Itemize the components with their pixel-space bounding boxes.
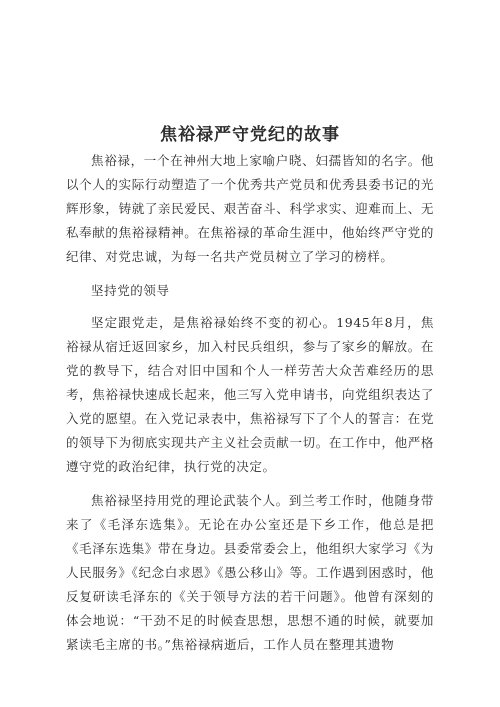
document-title: 焦裕禄严守党纪的故事	[160, 125, 340, 145]
intro-paragraph: 焦裕禄，一个在神州大地上家喻户晓、妇孺皆知的名字。他以个人的实际行动塑造了一个优秀共产党员和优秀县委书记的光辉形象，铸就了亲民爱民、艰苦奋斗、科学求实、迎难而上、无私奉献的焦裕禄精神。在焦裕禄的革命生涯中，他始终严守党的纪律、对党忠诚，为每一名共产党员树立了学习的榜样。	[66, 153, 434, 264]
body-paragraph-1: 坚定跟党走，是焦裕禄始终不变的初心。1945年8月，焦裕禄从宿迁返回家乡，加入村民兵组织，参与了家乡的解放。在党的教导下，结合对旧中国和个人一样劳苦大众苦难经历的思考，焦裕禄快速成长起来，他三写入党申请书，向党组织表达了入党的愿望。在入党记录表中，焦裕禄写下了个人的誓言：在党的领导下为彻底实现共产主义社会贡献一切。在工作中，他严格遵守党的政治纪律，执行党的决定。	[66, 315, 434, 474]
body-paragraph-2: 焦裕禄坚持用党的理论武装个人。到兰考工作时，他随身带来了《毛泽东选集》。无论在办公室还是下乡工作，他总是把《毛泽东选集》带在身边。县委常委会上，他组织大家学习《为人民服务》《纪念白求恩》《愚公移山》等。工作遇到困惑时，他反复研读毛泽东的《关于领导方法的若干问题》。他曾有深刻的体会地说：“干劲不足的时候查思想，思想不通的时候，就要加紧读毛主席的书。”焦裕禄病逝后，工作人员在整理其遗物	[66, 493, 434, 652]
document-body	[66, 149, 434, 667]
section-heading: 坚持党的领导	[91, 283, 170, 298]
